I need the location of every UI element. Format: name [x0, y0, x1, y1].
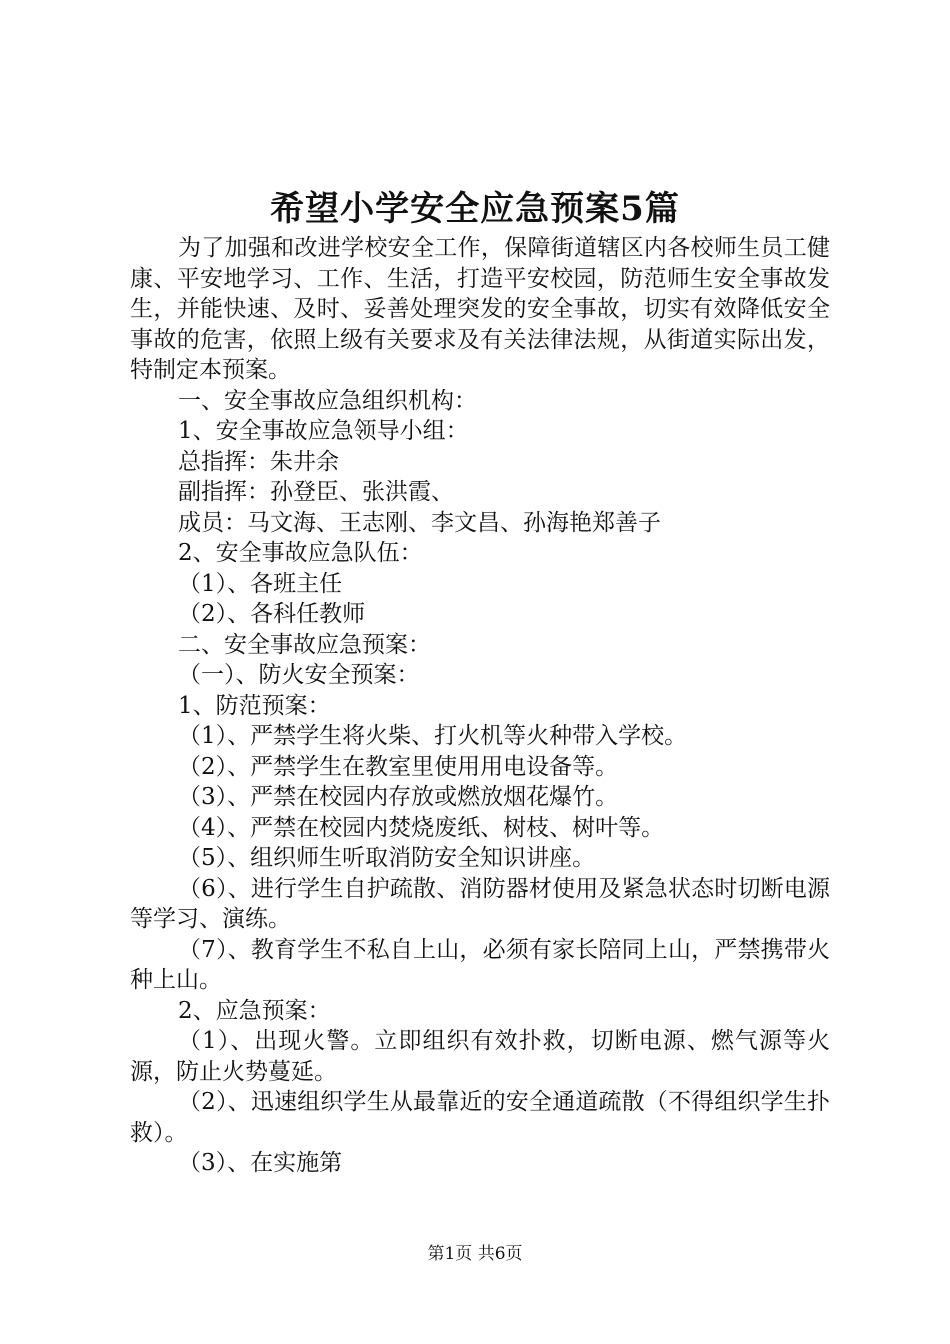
document-body	[130, 233, 830, 1179]
section-heading: 一、安全事故应急组织机构：	[178, 387, 477, 414]
subsection-heading: 1、防范预案：	[178, 692, 331, 719]
document-title: 希望小学安全应急预案5篇	[270, 189, 680, 229]
list-item: （1）、严禁学生将火柴、打火机等火种带入学校。	[178, 723, 688, 749]
list-item: （5）、组织师生听取消防安全知识讲座。	[178, 845, 596, 871]
list-item: （2）、严禁学生在教室里使用用电设备等。	[178, 753, 619, 780]
list-item: 副指挥：孙登臣、张洪霞、	[178, 479, 454, 505]
subsection-heading: 1、安全事故应急领导小组：	[178, 418, 469, 444]
list-item: （7）、教育学生不私自上山，必须有家长陪同上山，严禁携带火种上山。	[130, 936, 830, 993]
list-item: 成员：马文海、王志刚、李文昌、孙海艳郑善子	[178, 509, 661, 536]
list-item: 总指挥：朱井余	[178, 448, 339, 475]
list-item: （4）、严禁在校园内焚烧废纸、树枝、树叶等。	[178, 814, 665, 841]
list-item: （3）、严禁在校园内存放或燃放烟花爆竹。	[178, 784, 619, 810]
list-item: （1）、各班主任	[178, 570, 343, 597]
list-item: （2）、迅速组织学生从最靠近的安全通道疏散（不得组织学生扑救）。	[130, 1089, 830, 1146]
list-item: （6）、进行学生自护疏散、消防器材使用及紧急状态时切断电源等学习、演练。	[130, 875, 830, 932]
subsection-heading: （一）、防火安全预案：	[178, 662, 420, 688]
intro-paragraph: 为了加强和改进学校安全工作，保障街道辖区内各校师生员工健康、平安地学习、工作、生活，打造平安校园，防范师生安全事故发生，并能快速、及时、妥善处理突发的安全事故，切实有效降低安全事故的危害，依照上级有关要求及有关法律法规，从街道实际出发，特制定本预案。	[130, 235, 830, 383]
subsection-heading: 2、应急预案：	[178, 997, 331, 1024]
list-item: （1）、出现火警。立即组织有效扑救，切断电源、燃气源等火源，防止火势蔓延。	[130, 1028, 830, 1085]
list-item: （2）、各科任教师	[178, 601, 366, 627]
section-heading: 二、安全事故应急预案：	[178, 631, 431, 658]
subsection-heading: 2、安全事故应急队伍：	[178, 540, 423, 566]
page-footer: 第1页 共6页	[427, 1244, 523, 1264]
list-item: （3）、在实施第	[178, 1150, 343, 1176]
